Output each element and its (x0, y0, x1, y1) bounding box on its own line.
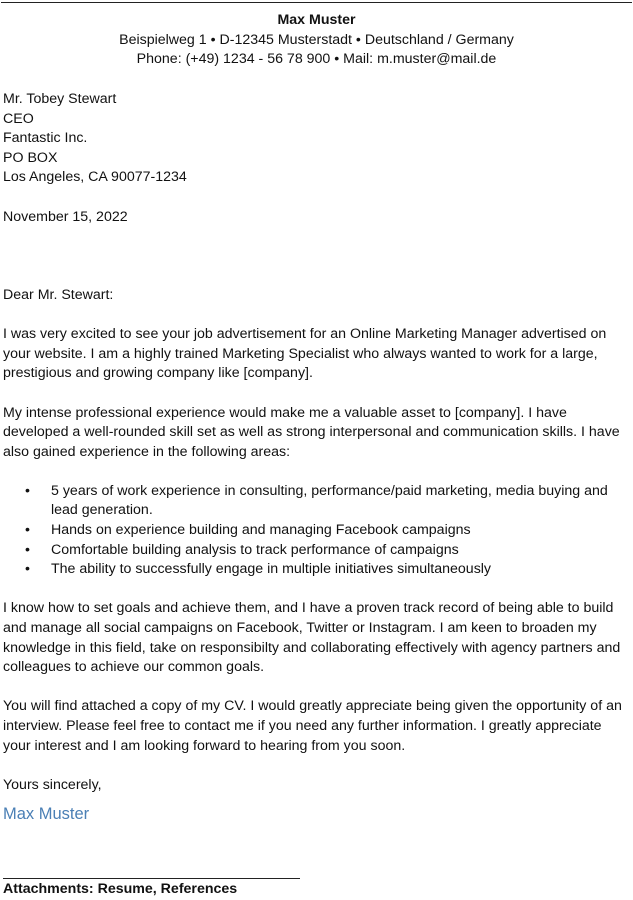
list-item: • 5 years of work experience in consulting, performance/paid marketing, media buying and lead generation. (25, 482, 608, 519)
bullet-icon: • (25, 482, 30, 499)
paragraph-goals: I know how to set goals and achieve them, and I have a proven track record of being able to build and manage all social campaigns on Facebook, Twitter or Instagram. I am keen to broaden my knowledge in this field, take on responsibilty and collaborating effectively with agency partners and colleagues to achieve our common goals. (3, 600, 621, 676)
letter-date: November 15, 2022 (3, 208, 128, 225)
recipient-block (3, 90, 631, 188)
paragraph-intro: I was very excited to see your job advertisement for an Online Marketing Manager advertised on your website. I am a highly trained Marketing Specialist who always wanted to work for a large, prestigious and growing company like [company]. (3, 326, 607, 382)
recipient-name: Mr. Tobey Stewart (3, 91, 117, 107)
signature-rule (3, 878, 300, 879)
letter-body (3, 90, 631, 825)
paragraph-experience: My intense professional experience would make me a valuable asset to [company]. I have developed a well-rounded skill set as well as strong interpersonal and communication skills. I have also gained experience in the following areas: (3, 404, 620, 460)
experience-list (3, 482, 631, 580)
recipient-title: CEO (3, 110, 34, 127)
signature: Max Muster (3, 805, 90, 824)
valediction: Yours sincerely, (3, 776, 102, 793)
sender-name: Max Muster (277, 12, 356, 28)
header-rule (1, 2, 632, 3)
sender-contact: Phone: (+49) 1234 - 56 78 900 • Mail: m.muster@mail.de (136, 51, 497, 68)
salutation: Dear Mr. Stewart: (3, 286, 114, 303)
list-item: • The ability to successfully engage in multiple initiatives simultaneously (3, 560, 631, 580)
bullet-icon: • (25, 522, 30, 539)
recipient-city: Los Angeles, CA 90077-1234 (3, 169, 187, 186)
list-item: • Hands on experience building and managing Facebook campaigns (3, 521, 631, 541)
paragraph-closing: You will find attached a copy of my CV. I would greatly appreciate being given the opportunity of an interview. Please feel free to contact me if you need any further information. I greatly appreciate your interest and I am looking forward to hearing from you soon. (3, 698, 622, 754)
recipient-box: PO BOX (3, 149, 58, 166)
list-item: • Comfortable building analysis to track performance of campaigns (3, 541, 631, 561)
bullet-icon: • (25, 561, 30, 578)
attachments-line: Attachments: Resume, References (3, 881, 238, 897)
letterhead (0, 11, 633, 70)
sender-address: Beispielweg 1 • D-12345 Musterstadt • Deutschland / Germany (119, 31, 514, 48)
bullet-icon: • (25, 541, 30, 558)
recipient-company: Fantastic Inc. (3, 130, 88, 147)
